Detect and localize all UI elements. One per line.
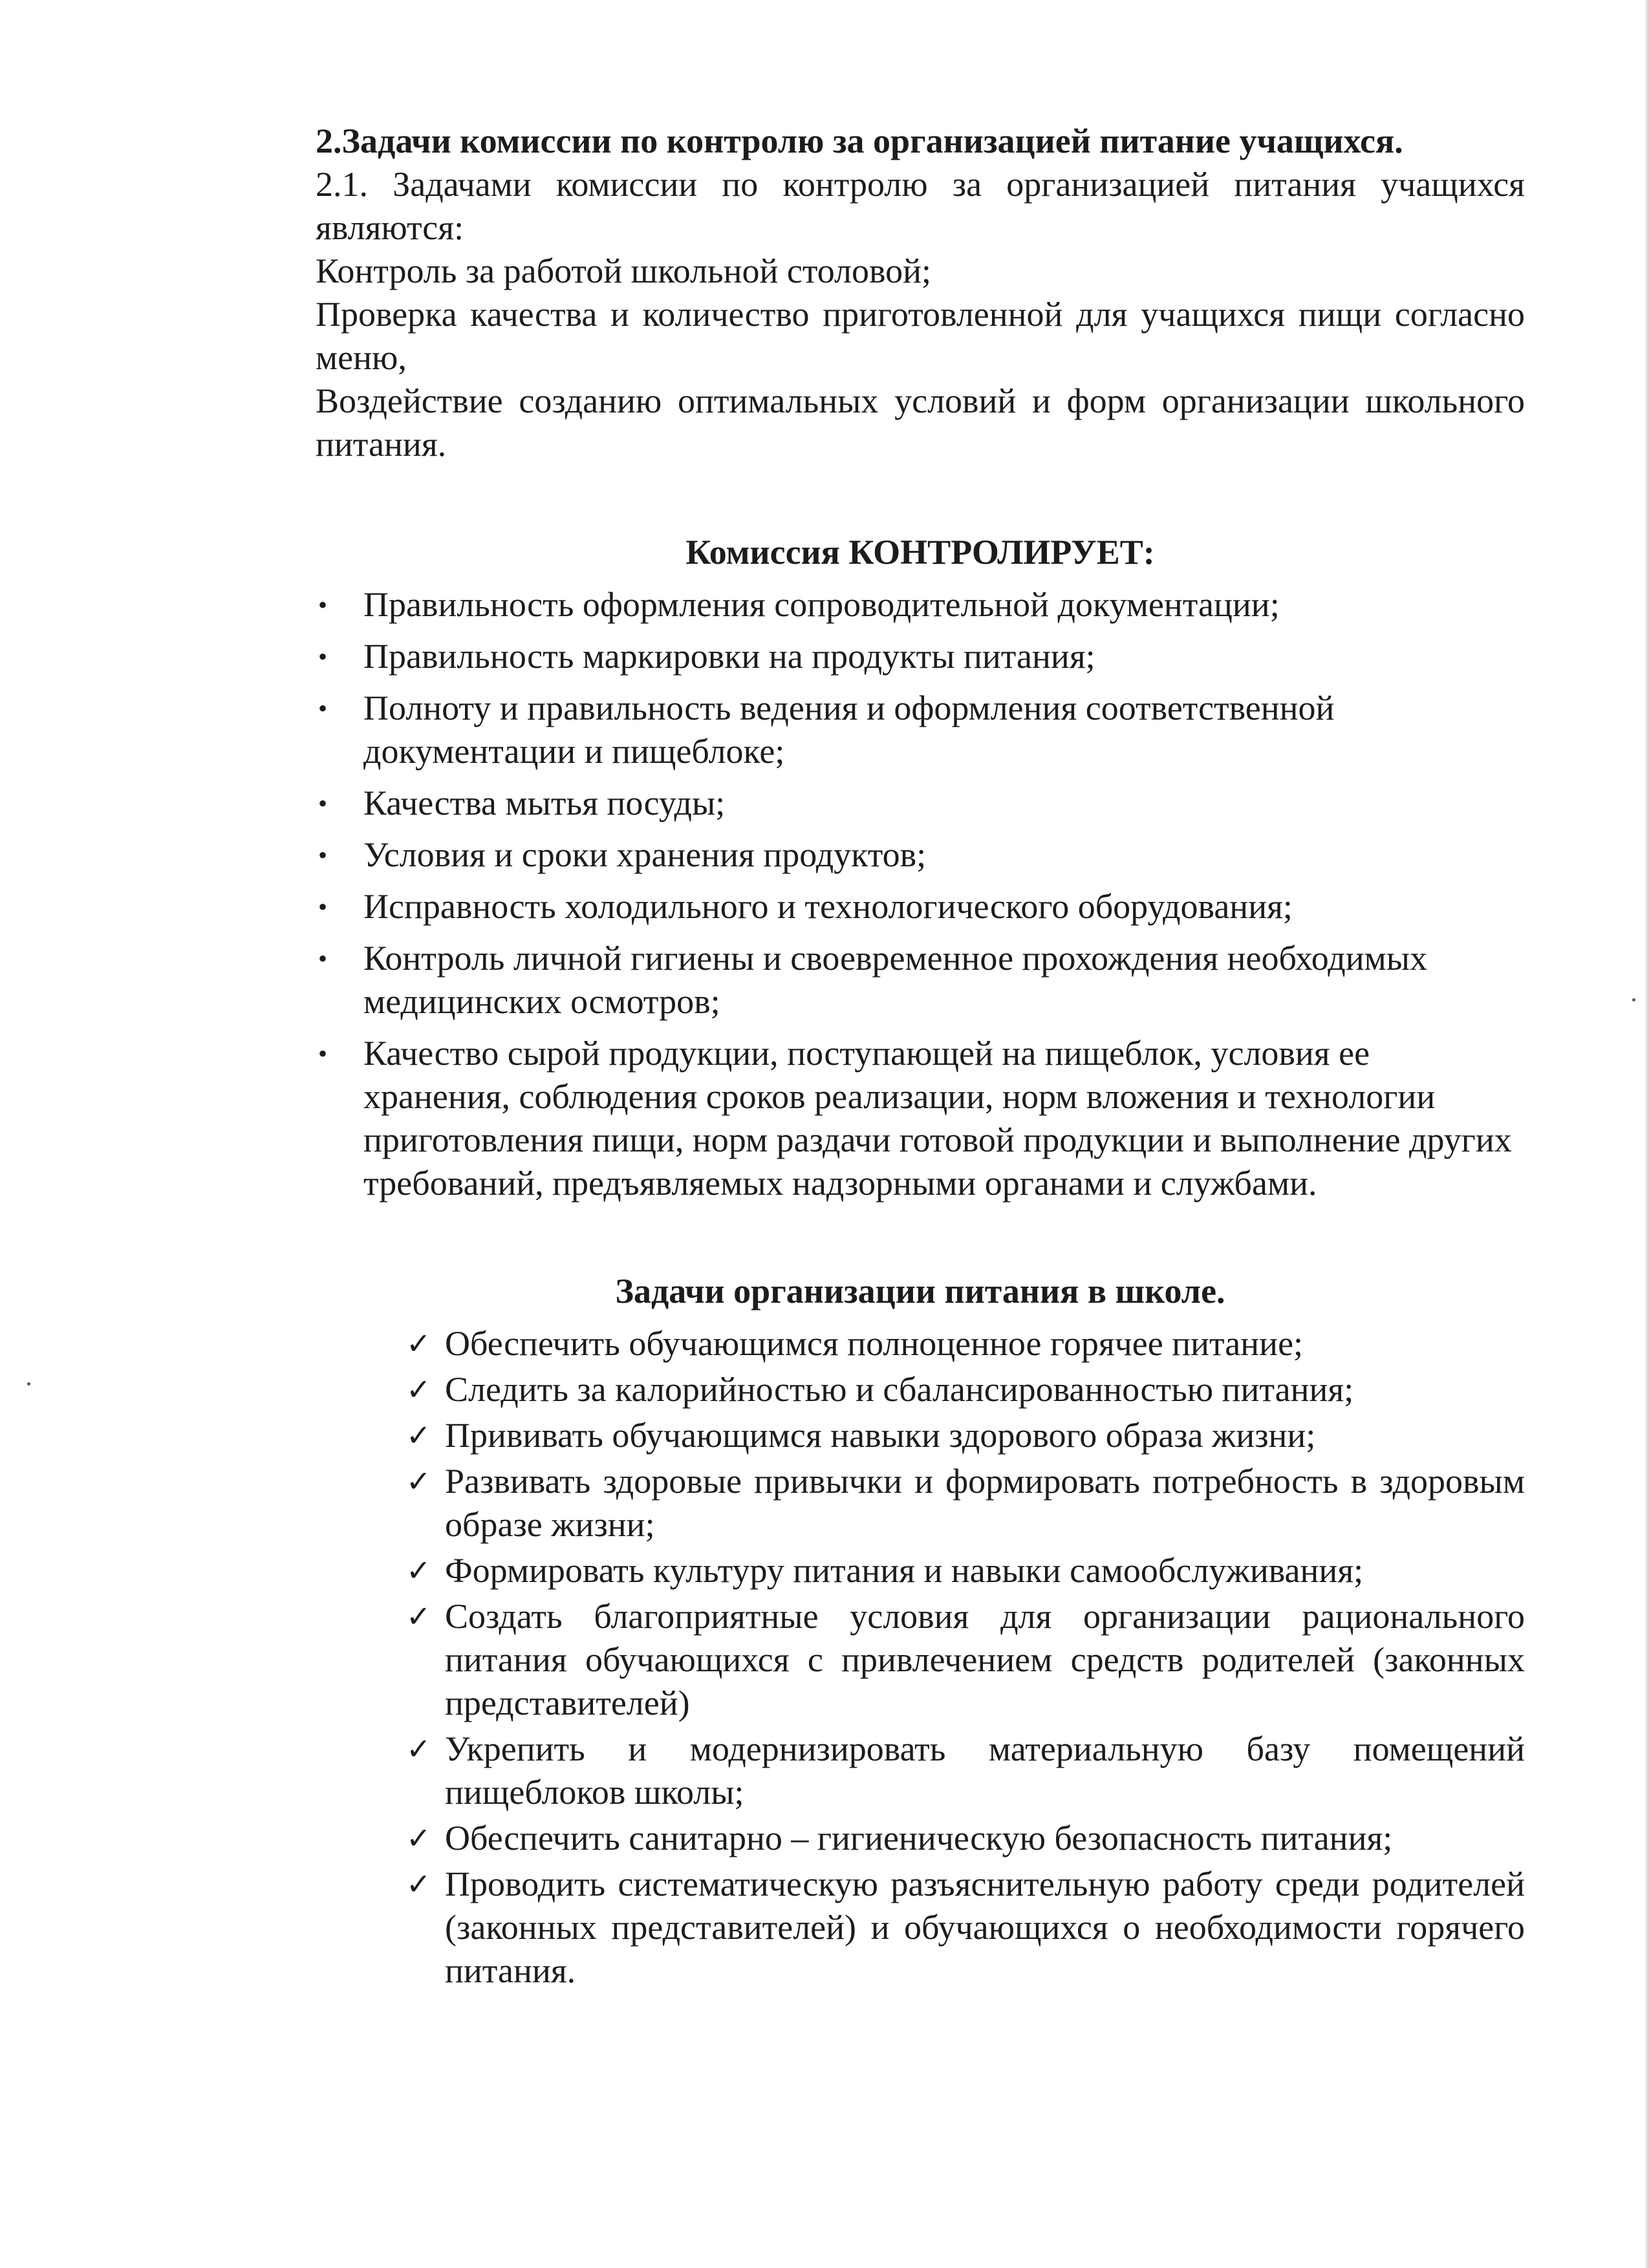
checkmark-icon: ✓ (406, 1821, 431, 1856)
section-1-heading: 2.Задачи комиссии по контролю за организацией питание учащихся. (316, 122, 1403, 160)
scan-edge (1645, 0, 1649, 2268)
list-item-text: Полноту и правильность ведения и оформления соответственной документации и пищеблоке; (363, 689, 1335, 771)
checkmark-icon: ✓ (406, 1867, 431, 1901)
list-item (406, 1460, 1525, 1546)
list-item (406, 1414, 1525, 1457)
section-2-heading: Комиссия КОНТРОЛИРУЕТ: (685, 533, 1155, 572)
checkmark-icon: ✓ (406, 1464, 431, 1499)
bullet-icon: • (318, 892, 328, 921)
list-item (316, 885, 1525, 928)
list-item-text: Правильность маркировки на продукты питания; (363, 637, 1095, 676)
section-3-heading: Задачи организации питания в школе. (615, 1272, 1225, 1311)
section-controls (316, 531, 1525, 1205)
list-item (406, 1817, 1525, 1860)
section-tasks (316, 120, 1525, 466)
list-item-text: Исправность холодильного и технологического оборудования; (363, 887, 1293, 926)
list-item-text: Правильность оформления сопроводительной документации; (363, 585, 1280, 624)
scan-speck (1632, 998, 1635, 1001)
checkmark-icon: ✓ (406, 1372, 431, 1407)
control-list (316, 583, 1525, 1205)
bullet-icon: • (318, 789, 328, 818)
bullet-icon: • (318, 590, 328, 619)
checkmark-icon: ✓ (406, 1731, 431, 1766)
list-item (406, 1322, 1525, 1365)
section-school-food-tasks (316, 1270, 1525, 1993)
list-item-text: Обеспечить санитарно – гигиеническую безопасность питания; (445, 1819, 1393, 1857)
list-item-text: Обеспечить обучающимся полноценное горячее питание; (445, 1324, 1304, 1363)
list-item (316, 635, 1525, 678)
list-item-text: Развивать здоровые привычки и формировать потребность в здоровым образе жизни; (445, 1462, 1525, 1544)
section-1-paragraph: Воздействие созданию оптимальных условий и форм организации школьного питания. (316, 381, 1525, 464)
list-item (406, 1549, 1525, 1592)
task-checklist (406, 1322, 1525, 1993)
list-item-text: Условия и сроки хранения продуктов; (363, 835, 927, 874)
checkmark-icon: ✓ (406, 1599, 431, 1634)
list-item-text: Прививать обучающимся навыки здорового образа жизни; (445, 1416, 1316, 1455)
list-item-text: Создать благоприятные условия для организации рационального питания обучающихся с привлечением средств родителей (законных представителей) (445, 1597, 1525, 1722)
list-item-text: Качества мытья посуды; (363, 784, 726, 822)
scan-speck (27, 1382, 30, 1385)
list-item-text: Формировать культуру питания и навыки самообслуживания; (445, 1551, 1364, 1590)
checkmark-icon: ✓ (406, 1326, 431, 1361)
list-item-text: Проводить систематическую разъяснительную работу среди родителей (законных представителей) и обучающихся о необходимости горячего питания. (445, 1865, 1525, 1990)
list-item-text: Контроль личной гигиены и своевременное прохождения необходимых медицинских осмотров; (363, 939, 1428, 1021)
list-item (316, 833, 1525, 877)
bullet-icon: • (318, 840, 328, 870)
bullet-icon: • (318, 642, 328, 671)
bullet-icon: • (318, 1039, 328, 1068)
list-item (316, 782, 1525, 825)
list-item-text: Укрепить и модернизировать материальную базу помещений пищеблоков школы; (445, 1729, 1525, 1812)
list-item (316, 687, 1525, 773)
list-item (316, 1032, 1525, 1205)
bullet-icon: • (318, 944, 328, 973)
list-item-text: Следить за калорийностью и сбалансированностью питания; (445, 1370, 1354, 1409)
section-1-paragraph: Проверка качества и количество приготовленной для учащихся пищи согласно меню, (316, 295, 1525, 377)
document-page (316, 120, 1525, 1995)
list-item-text: Качество сырой продукции, поступающей на пищеблок, условия ее хранения, соблюдения сроков реализации, норм вложения и технологии приготовления пищи, норм раздачи готовой продукции и выполнение других требований, предъявляемых надзорными органами и службами. (363, 1034, 1512, 1203)
checkmark-icon: ✓ (406, 1418, 431, 1453)
list-item (406, 1728, 1525, 1814)
bullet-icon: • (318, 694, 328, 723)
checkmark-icon: ✓ (406, 1553, 431, 1588)
section-1-intro: 2.1. Задачами комиссии по контролю за организацией питания учащихся являются: (316, 165, 1525, 247)
list-item (406, 1863, 1525, 1993)
list-item (316, 583, 1525, 626)
list-item (316, 937, 1525, 1023)
list-item (406, 1368, 1525, 1411)
section-1-paragraph: Контроль за работой школьной столовой; (316, 251, 932, 290)
list-item (406, 1595, 1525, 1725)
